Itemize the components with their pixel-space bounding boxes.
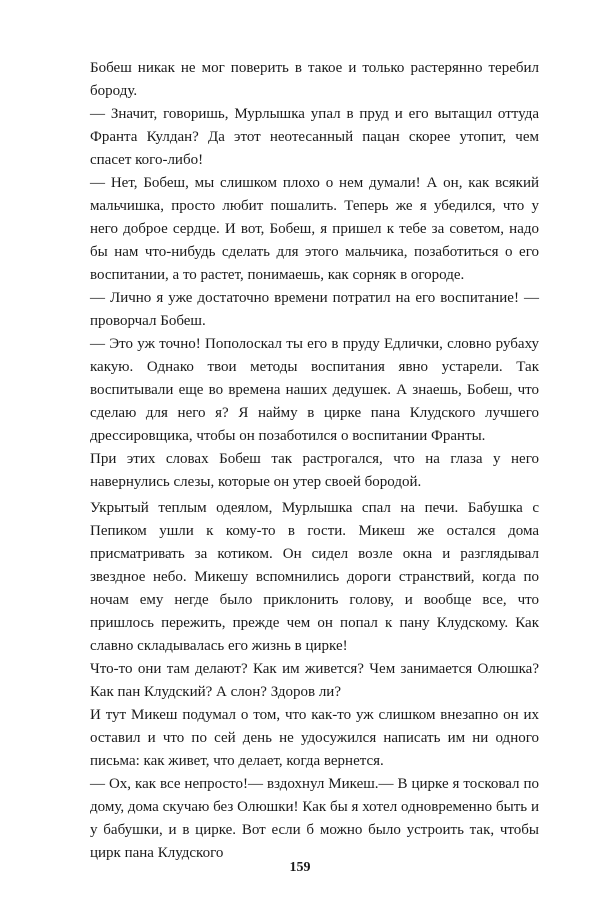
paragraph: При этих словах Бобеш так растрогался, что на глаза у него навернулись слезы, которые он утер своей бородой.	[90, 451, 539, 490]
text-section-2	[90, 497, 539, 865]
paragraph: — Это уж точно! Пополоскал ты его в пруду Едлички, словно рубаху какую. Однако твои методы воспитания явно устарели. Так воспитывали еще во времена наших дедушек. А знаешь, Бобеш, что сделаю для него я? Я найму в цирке пана Клудского лучшего дрессировщика, чтобы он позаботился о воспитании Франты.	[90, 336, 539, 444]
paragraph: — Нет, Бобеш, мы слишком плохо о нем думали! А он, как всякий мальчишка, просто любит пошалить. Теперь же я убедился, что у него доброе сердце. И вот, Бобеш, я пришел к тебе за советом, надо бы нам что-нибудь сделать для этого мальчика, позаботиться о его воспитании, а то растет, понимаешь, как сорняк в огороде.	[90, 175, 539, 283]
paragraph: — Ох, как все непросто!— вздохнул Микеш.— В цирке я тосковал по дому, дома скучаю без Олюшки! Как бы я хотел одновременно быть и у бабушки, и в цирке. Вот если б можно было устроить так, чтобы цирк пана Клудского	[90, 776, 539, 861]
text-section-1	[90, 57, 539, 494]
paragraph: Укрытый теплым одеялом, Мурлышка спал на печи. Бабушка с Пепиком ушли к кому-то в гости. Микеш же остался дома присматривать за котиком. Он сидел возле окна и разглядывал звездное небо. Микешу вспомнились дороги странствий, когда по ночам ему негде было приклонить голову, и вообще все, что пришлось пережить, прежде чем он попал к пану Клудскому. Как славно складывалась его жизнь в цирке!	[90, 500, 539, 654]
page-number: 159	[289, 860, 311, 875]
paragraph: — Значит, говоришь, Мурлышка упал в пруд и его вытащил оттуда Франта Кулдан? Да этот неотесанный пацан скорее утопит, чем спасет кого-либо!	[90, 106, 539, 168]
paragraph: Что-то они там делают? Как им живется? Чем занимается Олюшка? Как пан Клудский? А слон? Здоров ли?	[90, 661, 539, 700]
paragraph: И тут Микеш подумал о том, что как-то уж слишком внезапно он их оставил и что по сей день не удосужился написать им ни одного письма: как живет, что делает, когда вернется.	[90, 707, 539, 769]
paragraph: Бобеш никак не мог поверить в такое и только растерянно теребил бороду.	[90, 60, 539, 99]
paragraph: — Лично я уже достаточно времени потратил на его воспитание! — проворчал Бобеш.	[90, 290, 539, 329]
